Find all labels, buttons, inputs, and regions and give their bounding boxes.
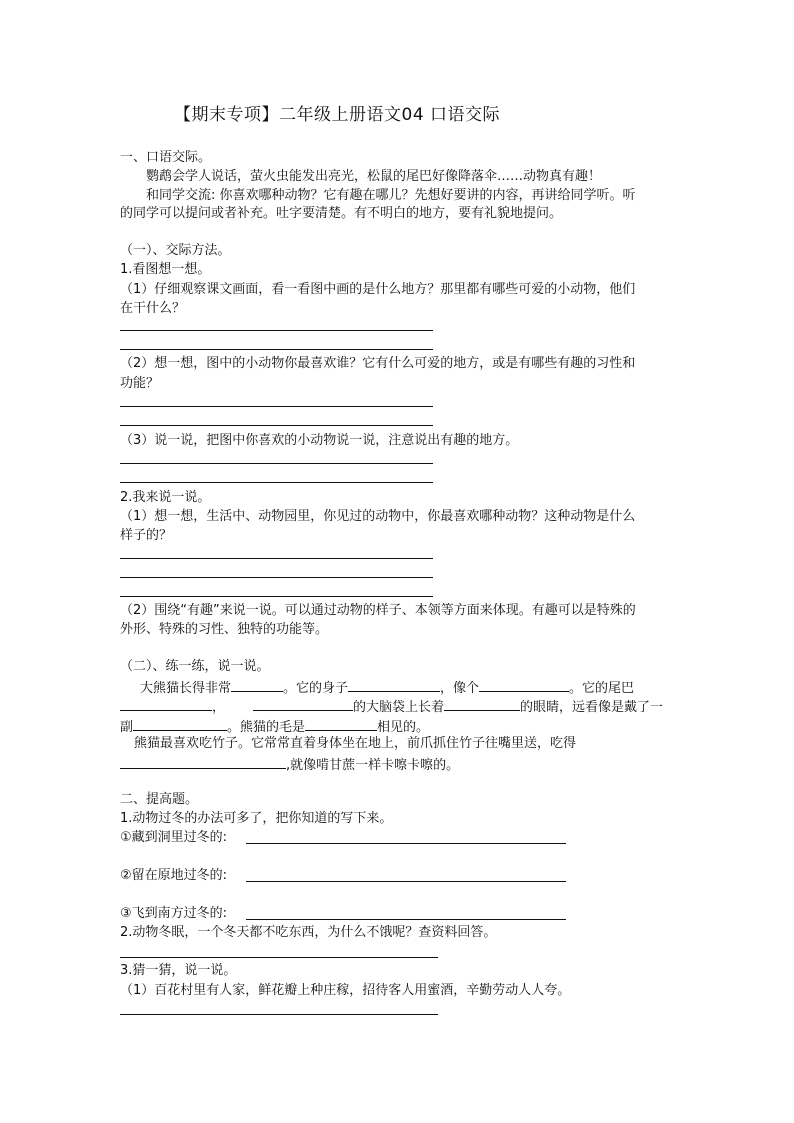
answer-line[interactable] — [120, 463, 433, 464]
fill-blank[interactable] — [120, 754, 286, 769]
answer-line[interactable] — [246, 881, 566, 882]
answer-line[interactable] — [246, 919, 566, 920]
option-label-2: ②留在原地过冬的: — [120, 868, 228, 883]
fill-text: 的眼睛，远看像是戴了一 — [520, 700, 664, 715]
answer-line[interactable] — [120, 406, 433, 407]
question-1-2b: 功能？ — [120, 376, 160, 391]
answer-line[interactable] — [246, 843, 566, 844]
riddle-1: （1）百花村里有人家，鲜花瓣上种庄稼，招待客人用蜜酒，辛勤劳动人人夸。 — [120, 983, 571, 998]
fill-text: 。它的身子 — [283, 681, 349, 696]
question-1-2a: （2）想一想，图中的小动物你最喜欢谁？它有什么可爱的地方，或是有哪些有趣的习性和 — [120, 356, 636, 371]
advanced-question-1: 1.动物过冬的办法可多了，把你知道的写下来。 — [120, 811, 393, 826]
fill-text: 副 — [120, 720, 134, 735]
question-1-3: （3）说一说，把图中你喜欢的小动物说一说，注意说出有趣的地方。 — [120, 433, 519, 448]
fill-text: 。熊猫的毛是 — [227, 720, 306, 735]
advanced-question-3: 3.猜一猜，说一说。 — [120, 963, 237, 978]
answer-line[interactable] — [120, 349, 433, 350]
question-2: 2.我来说一说。 — [120, 490, 211, 505]
answer-line[interactable] — [120, 957, 438, 958]
answer-line[interactable] — [120, 425, 433, 426]
question-2-1b: 样子的？ — [120, 528, 173, 543]
fill-blank[interactable] — [120, 696, 212, 711]
fill-text: ,就像啃甘蔗一样卡嚓卡嚓的。 — [286, 758, 460, 773]
page-title: 【期末专项】二年级上册语文04 口语交际 — [174, 105, 501, 125]
intro-paragraph-2a: 和同学交流: 你喜欢哪种动物？它有趣在哪儿？先想好要讲的内容，再讲给同学听。听 — [146, 188, 636, 203]
answer-line[interactable] — [120, 1014, 438, 1015]
intro-paragraph-1: 鹦鹉会学人说话，萤火虫能发出亮光，松鼠的尾巴好像降落伞……动物真有趣！ — [146, 169, 602, 184]
answer-line[interactable] — [120, 577, 433, 578]
option-label-1: ①藏到洞里过冬的: — [120, 830, 228, 845]
intro-paragraph-2b: 的同学可以提问或者补充。吐字要清楚。有不明白的地方，要有礼貌地提问。 — [120, 206, 563, 221]
fill-text: ，像个 — [440, 681, 480, 696]
question-2-2b: 外形、特殊的习性、独特的功能等。 — [120, 622, 329, 637]
fill-text: 的大脑袋上长着 — [353, 700, 445, 715]
fill-line-5 — [120, 754, 459, 775]
question-2-1a: （1）想一想，生活中、动物园里，你见过的动物中，你最喜欢哪种动物？这种动物是什么 — [120, 509, 636, 524]
fill-text: 相见的。 — [377, 720, 430, 735]
fill-blank[interactable] — [305, 716, 377, 731]
fill-blank[interactable] — [444, 696, 520, 711]
advanced-question-2: 2.动物冬眠，一个冬天都不吃东西，为什么不饿呢？查资料回答。 — [120, 925, 497, 940]
fill-text: ， — [212, 700, 226, 715]
answer-line[interactable] — [120, 482, 433, 483]
question-2-2a: （2）围绕“有趣”来说一说。可以通过动物的样子、本领等方面来体现。有趣可以是特殊的 — [120, 603, 636, 618]
fill-line-3 — [120, 716, 429, 737]
fill-text: 。它的尾巴 — [569, 681, 635, 696]
fill-blank[interactable] — [253, 696, 353, 711]
fill-text: 大熊猫长得非常 — [140, 681, 232, 696]
question-1: 1.看图想一想。 — [120, 262, 211, 277]
question-1-1b: 在干什么？ — [120, 301, 186, 316]
part1-heading: （一）、交际方法。 — [120, 243, 231, 258]
fill-blank[interactable] — [479, 677, 569, 692]
question-1-1a: （1）仔细观察课文画面，看一看图中画的是什么地方？那里都有哪些可爱的小动物，他们 — [120, 282, 636, 297]
option-label-3: ③飞到南方过冬的: — [120, 906, 228, 921]
fill-line-4: 熊猫最喜欢吃竹子。它常常直着身体坐在地上，前爪抓住竹子往嘴里送，吃得 — [134, 736, 577, 751]
fill-line-1 — [140, 677, 634, 698]
fill-blank[interactable] — [133, 716, 227, 731]
answer-line[interactable] — [120, 596, 433, 597]
section-heading-oral: 一、口语交际。 — [120, 150, 212, 165]
fill-blank[interactable] — [348, 677, 440, 692]
fill-blank[interactable] — [231, 677, 283, 692]
part2-heading: （二）、练一练，说一说。 — [120, 659, 270, 674]
section-heading-advanced: 二、提高题。 — [120, 792, 199, 807]
answer-line[interactable] — [120, 330, 433, 331]
fill-line-2 — [120, 696, 663, 717]
answer-line[interactable] — [120, 558, 433, 559]
